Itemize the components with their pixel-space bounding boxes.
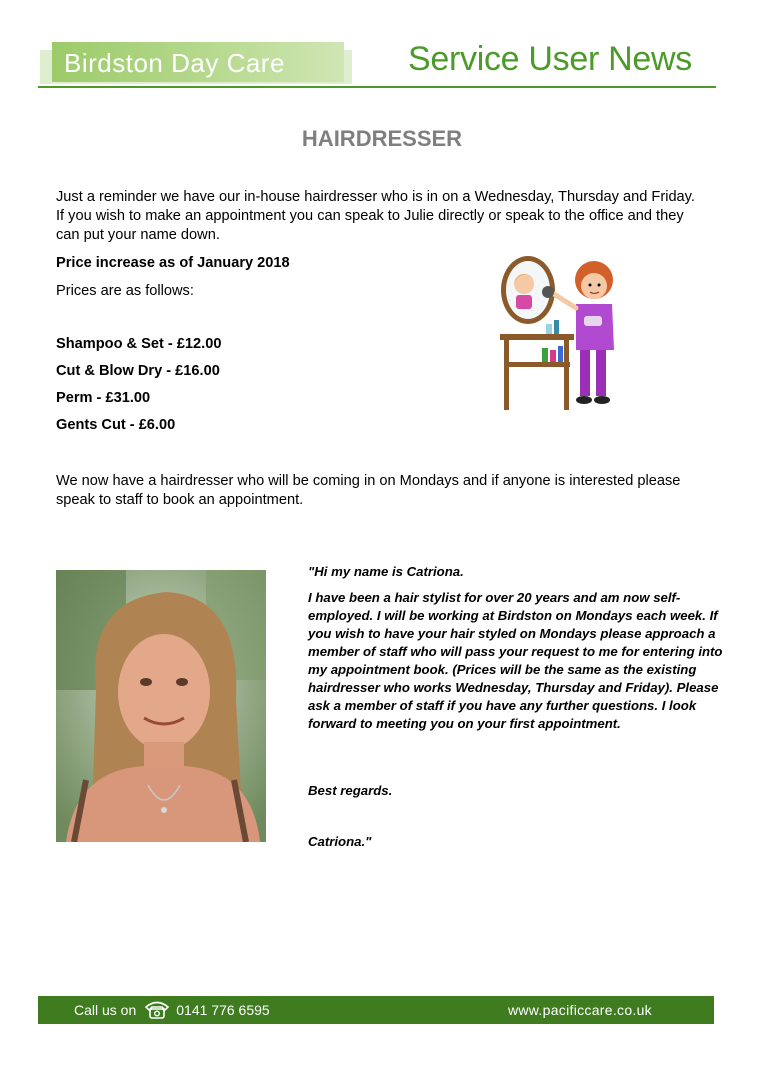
header-title: Service User News [408, 40, 692, 78]
phone-number[interactable]: 0141 776 6595 [176, 1002, 270, 1018]
website-link[interactable]: www.pacificcare.co.uk [507, 1002, 652, 1018]
letter-signature: Catriona." [308, 834, 372, 849]
intro-paragraph: Just a reminder we have our in-house hairdresser who is in on a Wednesday, Thursday and Friday. If you wish to make an appointment you can speak to Julie directly or speak to the office and they can put your name down. [56, 189, 695, 243]
header-brand: Birdston Day Care [52, 42, 344, 82]
footer-phone [74, 996, 270, 1024]
letter-body: I have been a hair stylist for over 20 years and am now self-employed. I will be working at Birdston on Mondays each week. If you wish to have your hair styled on Mondays please approach a member of staff who will pass your request to me for entering into my appointment book. (Prices will be the same as the existing hairdresser who works Wednesday, Thursday and Friday). Please ask a member of staff if you have any further questions. I look forward to meeting you on your first appointment. [308, 590, 723, 731]
monday-notice: We now have a hairdresser who will be coming in on Mondays and if anyone is interested please speak to staff to book an appointment. [56, 473, 681, 508]
price-item-shampoo-set: Shampoo & Set - £12.00 [56, 336, 222, 352]
price-notice: Price increase as of January 2018 [56, 255, 290, 271]
price-item-cut-blow-dry: Cut & Blow Dry - £16.00 [56, 363, 220, 379]
prices-intro: Prices are as follows: [56, 283, 194, 299]
letter-closing: Best regards. [308, 783, 393, 798]
price-item-gents-cut: Gents Cut - £6.00 [56, 417, 176, 433]
letter-greeting: "Hi my name is Catriona. [308, 564, 464, 579]
footer-bar [38, 996, 714, 1024]
catriona-photo [56, 570, 266, 842]
hairdresser-illustration [496, 250, 628, 412]
call-label: Call us on [74, 1002, 137, 1018]
price-list [56, 335, 221, 443]
price-item-perm: Perm - £31.00 [56, 390, 151, 406]
telephone-icon [144, 1000, 170, 1020]
header-divider [38, 86, 716, 88]
section-title: HAIRDRESSER [301, 126, 463, 151]
